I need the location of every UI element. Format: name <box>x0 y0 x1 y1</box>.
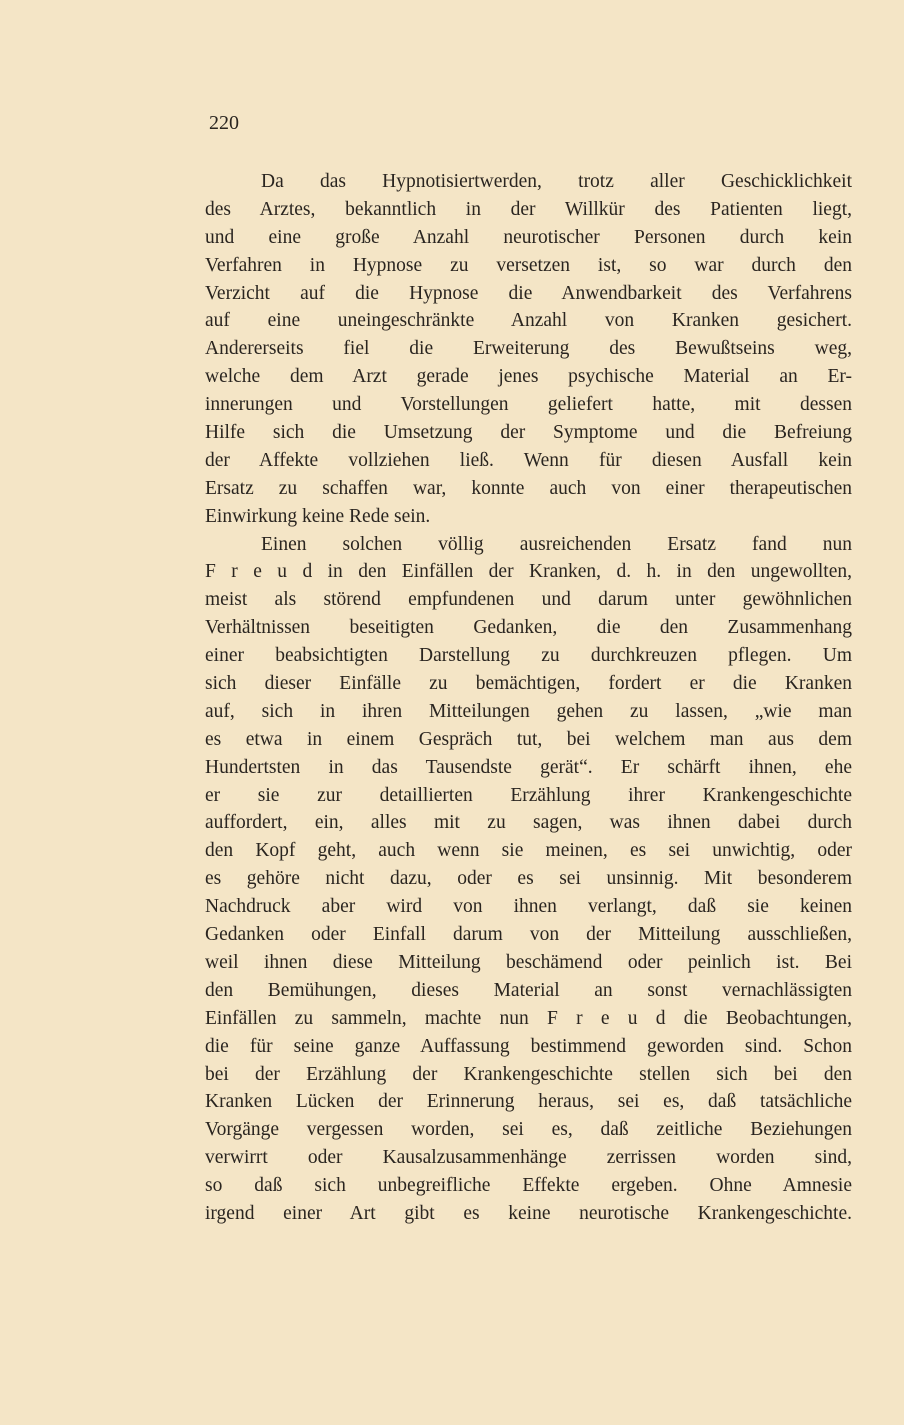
text-line: Verzicht auf die Hypnose die Anwendbarkeit des Verfahrens <box>205 282 852 304</box>
text-line: welche dem Arzt gerade jenes psychische Material an Er- <box>205 366 852 388</box>
text-line: weil ihnen diese Mitteilung beschämend oder peinlich ist. Bei <box>205 951 852 973</box>
text-line: Gedanken oder Einfall darum von der Mitteilung ausschließen, <box>205 924 852 946</box>
text-line: auf, sich in ihren Mitteilungen gehen zu lassen, „wie man <box>205 700 852 722</box>
text-line: meist als störend empfundenen und darum unter gewöhnlichen <box>205 589 852 611</box>
text-line: Vorgänge vergessen worden, sei es, daß zeitliche Beziehungen <box>205 1119 852 1141</box>
text-line: auf eine uneingeschränkte Anzahl von Kranken gesichert. <box>205 310 852 332</box>
text-line: einer beabsichtigten Darstellung zu durchkreuzen pflegen. Um <box>205 645 852 667</box>
text-line: der Affekte vollziehen ließ. Wenn für diesen Ausfall kein <box>205 449 852 471</box>
text-line: die für seine ganze Auffassung bestimmend geworden sind. Schon <box>205 1035 852 1057</box>
text-line: den Bemühungen, dieses Material an sonst vernachlässigten <box>205 979 852 1001</box>
text-line: Verfahren in Hypnose zu versetzen ist, so war durch den <box>205 254 852 276</box>
text-line: und eine große Anzahl neurotischer Personen durch kein <box>205 226 852 248</box>
text-line: Hilfe sich die Umsetzung der Symptome und die Befreiung <box>205 422 852 444</box>
text-line: es etwa in einem Gespräch tut, bei welchem man aus dem <box>205 728 852 750</box>
text-line: Verhältnissen beseitigten Gedanken, die den Zusammenhang <box>205 617 852 639</box>
text-line: sich dieser Einfälle zu bemächtigen, fordert er die Kranken <box>205 673 852 695</box>
text-line: bei der Erzählung der Krankengeschichte stellen sich bei den <box>205 1063 852 1085</box>
text-line: Einwirkung keine Rede sein. <box>205 505 431 527</box>
page-number: 220 <box>209 112 239 134</box>
text-line: irgend einer Art gibt es keine neurotische Krankengeschichte. <box>205 1202 852 1224</box>
text-line: Kranken Lücken der Erinnerung heraus, sei es, daß tatsächliche <box>205 1091 852 1113</box>
text-line: Andererseits fiel die Erweiterung des Bewußtseins weg, <box>205 338 852 360</box>
text-line: Nachdruck aber wird von ihnen verlangt, daß sie keinen <box>205 896 852 918</box>
body-text <box>205 168 852 1228</box>
text-line: er sie zur detaillierten Erzählung ihrer Krankengeschichte <box>205 784 852 806</box>
text-line: Einen solchen völlig ausreichenden Ersatz fand nun <box>261 533 852 555</box>
text-line: Da das Hypnotisiertwerden, trotz aller Geschicklichkeit <box>261 171 852 192</box>
text-line: Einfällen zu sammeln, machte nun F r e u d die Beobachtungen, <box>205 1007 852 1029</box>
text-line: Hundertsten in das Tausendste gerät“. Er schärft ihnen, ehe <box>205 756 852 778</box>
text-line: innerungen und Vorstellungen geliefert hatte, mit dessen <box>205 394 852 416</box>
text-line: so daß sich unbegreifliche Effekte ergeben. Ohne Amnesie <box>205 1175 852 1197</box>
text-line: Ersatz zu schaffen war, konnte auch von einer therapeutischen <box>205 477 852 499</box>
text-line: verwirrt oder Kausalzusammenhänge zerrissen worden sind, <box>205 1147 852 1169</box>
text-line: auffordert, ein, alles mit zu sagen, was ihnen dabei durch <box>205 812 852 834</box>
text-line: F r e u d in den Einfällen der Kranken, d. h. in den ungewollten, <box>205 561 852 583</box>
text-line: es gehöre nicht dazu, oder es sei unsinnig. Mit besonderem <box>205 868 852 890</box>
text-line: des Arztes, bekanntlich in der Willkür des Patienten liegt, <box>205 198 852 220</box>
text-line: den Kopf geht, auch wenn sie meinen, es sei unwichtig, oder <box>205 840 852 862</box>
